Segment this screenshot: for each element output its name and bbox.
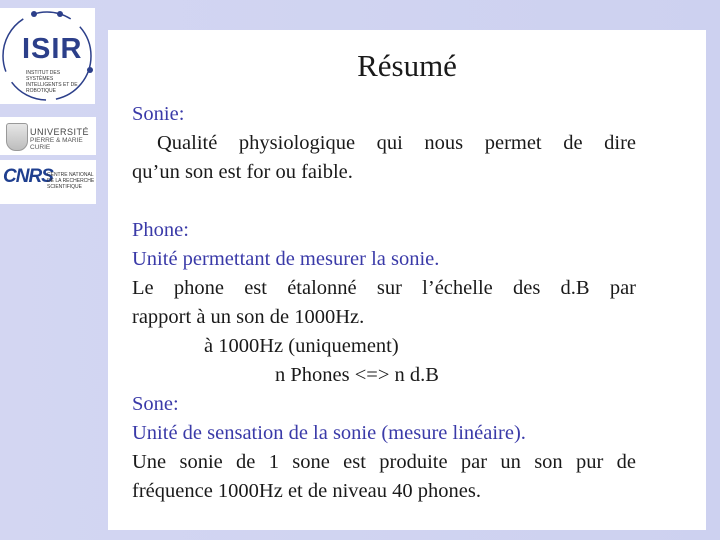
phone-line-2: rapport à un son de 1000Hz. bbox=[132, 306, 365, 328]
slide-title: Résumé bbox=[357, 48, 457, 83]
upmc-crest-icon bbox=[6, 123, 28, 151]
isir-logo-text: ISIR bbox=[22, 33, 83, 65]
sonie-line-1: Qualité physiologique qui nous permet de dire bbox=[157, 132, 636, 154]
sone-line-2: fréquence 1000Hz et de niveau 40 phones. bbox=[132, 480, 481, 502]
upmc-logo-text: UNIVERSITÉ bbox=[30, 127, 90, 137]
upmc-logo-subtitle: PIERRE & MARIE CURIE bbox=[30, 137, 83, 151]
sone-line-1: Une sonie de 1 sone est produite par un son pur de bbox=[132, 451, 636, 473]
phone-definition: Unité permettant de mesurer la sonie. bbox=[132, 248, 440, 270]
isir-logo bbox=[0, 8, 95, 104]
sone-heading: Sone: bbox=[132, 393, 179, 415]
slide-content bbox=[132, 100, 636, 506]
cnrs-logo-subtitle: CENTRE NATIONAL DE LA RECHERCHE SCIENTIFIQUE bbox=[47, 172, 95, 190]
cnrs-logo-text: CNRS bbox=[3, 166, 53, 187]
sonie-line-2: qu’un son est for ou faible. bbox=[132, 161, 353, 183]
cnrs-logo bbox=[0, 160, 96, 204]
isir-logo-subtitle: INSTITUT DES SYSTÈMES INTELLIGENTS ET DE ROBOTIQUE bbox=[26, 70, 78, 94]
phone-line-3: à 1000Hz (uniquement) bbox=[204, 335, 399, 357]
upmc-logo bbox=[0, 117, 96, 155]
sone-definition: Unité de sensation de la sonie (mesure linéaire). bbox=[132, 422, 526, 444]
phone-line-4: n Phones <=> n d.B bbox=[275, 364, 439, 386]
phone-line-1: Le phone est étalonné sur l’échelle des d.B par bbox=[132, 277, 636, 299]
phone-heading: Phone: bbox=[132, 219, 189, 241]
sonie-heading: Sonie: bbox=[132, 103, 185, 125]
